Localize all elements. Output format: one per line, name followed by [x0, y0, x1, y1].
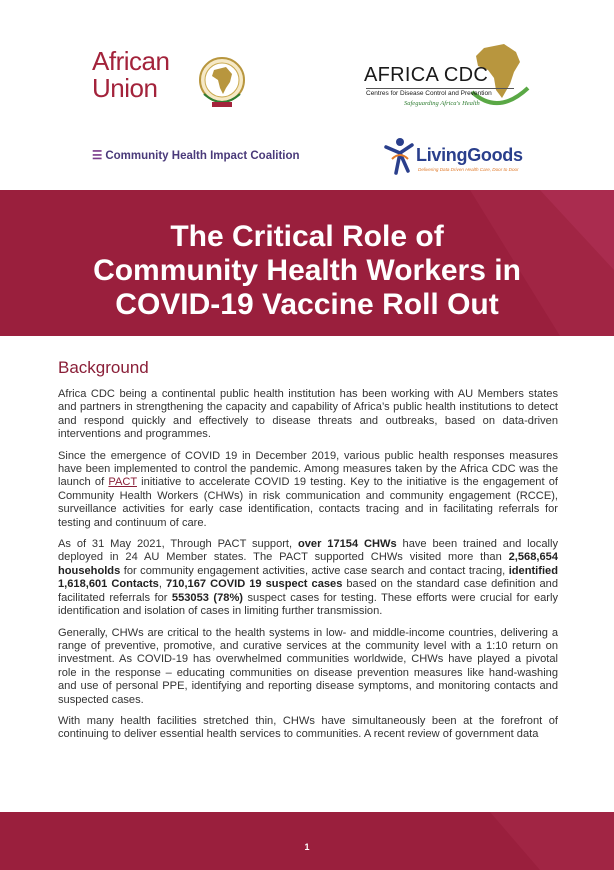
chic-mark-icon: ☰: [92, 150, 103, 162]
paragraph-1: Africa CDC being a continental public health institution has been working with AU Members states and partners in strengthening the capacity and capability of Africa’s public health institutions to detect and respond quickly and effectively to disease threats and outbreaks, based on data-driven interventions and programmes.: [58, 388, 558, 441]
african-union-emblem-icon: [196, 54, 248, 112]
africa-cdc-logo: [362, 42, 542, 112]
african-union-wordmark: African Union: [92, 46, 170, 103]
african-union-logo: [92, 48, 262, 114]
living-goods-name: LivingGoods: [416, 145, 523, 165]
title-banner: [0, 190, 614, 336]
page-title: The Critical Role of Community Health Workers in COVID-19 Vaccine Roll Out: [93, 220, 521, 321]
section-heading-background: Background: [58, 358, 149, 377]
chic-logo: [92, 148, 300, 162]
africa-cdc-title: AFRICA CDC: [364, 64, 489, 86]
paragraph-4: Generally, CHWs are critical to the health systems in low- and middle-income countries, delivering a range of preventive, promotive, and curative services at the community level with a 1:10 return on investment. As COVID-19 has overwhelmed communities worldwide, CHWs have played a pivotal role in the response – educating communities on disease prevention measures like hand-washing and use of personal PPE, identifying and reporting disease symptoms, and monitoring contacts and suspected cases.: [58, 626, 558, 706]
paragraph-2: Since the emergence of COVID 19 in December 2019, various public health responses measures have been implemented to control the pandemic. Among measures taken by the Africa CDC was the launch of PACT initiative to accelerate COVID 19 testing. Key to the initiative is the engagement of Community Health Workers (CHWs) in risk communication and community engagement (RCCE), surveillance activities for early case identification, contacts tracing and in facilitating referrals for testing and continuum of care.: [58, 449, 558, 529]
chic-name: Community Health Impact Coalition: [105, 150, 300, 162]
living-goods-figure-icon: [384, 137, 414, 175]
footer-band: [0, 812, 614, 870]
africa-cdc-tagline: Safeguarding Africa's Health: [404, 100, 480, 107]
logo-area: [0, 0, 614, 190]
pact-link[interactable]: PACT: [108, 476, 137, 489]
footer-decoration: [0, 812, 614, 870]
living-goods-logo: [384, 137, 524, 177]
body-text: [58, 388, 558, 750]
page-number: 1: [304, 842, 310, 852]
living-goods-tagline: Delivering Data Driven Health Care, Door to Door: [418, 167, 519, 172]
paragraph-3: As of 31 May 2021, Through PACT support, over 17154 CHWs have been trained and locally deployed in 24 AU Member states. The PACT supported CHWs visited more than 2,568,654 households for community engagement activities, active case search and contact tracing, identified 1,618,601 Contacts, 710,167 COVID 19 suspect cases based on the standard case definition and facilitated referrals for 553053 (78%) suspect cases for testing. These efforts were crucial for early identification and isolation of cases in limiting further transmission.: [58, 538, 559, 618]
africa-cdc-subtitle: Centres for Disease Control and Prevention: [366, 88, 514, 97]
paragraph-5: With many health facilities stretched thin, CHWs have simultaneously been at the forefront of continuing to deliver essential health services to communities. A recent review of government data: [58, 714, 558, 741]
